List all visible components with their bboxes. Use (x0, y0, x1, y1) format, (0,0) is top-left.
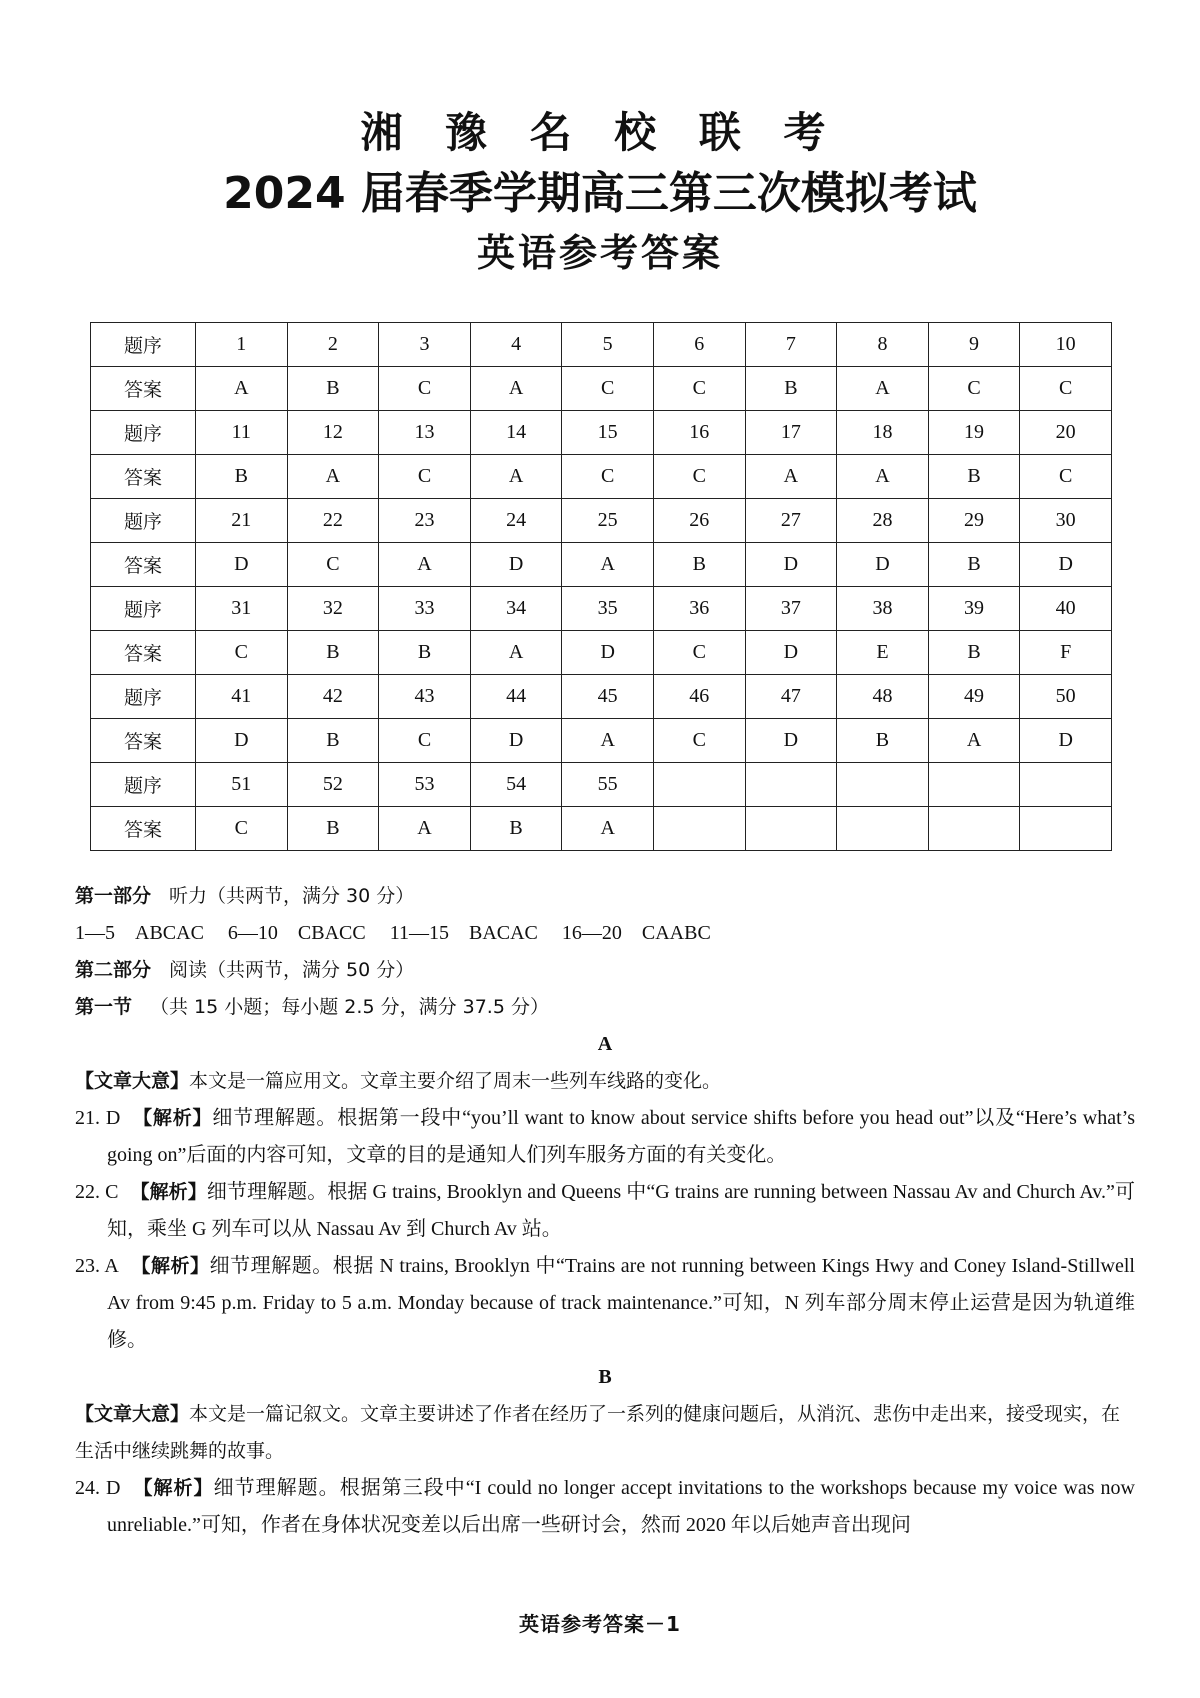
table-cell: 47 (745, 675, 837, 719)
table-cell: C (287, 543, 379, 587)
table-cell: D (837, 543, 929, 587)
table-cell: C (562, 455, 654, 499)
table-cell: 22 (287, 499, 379, 543)
table-cell: B (287, 631, 379, 675)
explanation-body (75, 878, 1135, 1544)
table-cell: D (470, 719, 562, 763)
table-row (91, 675, 1112, 719)
table-cell: 7 (745, 323, 837, 367)
table-cell: 27 (745, 499, 837, 543)
table-cell: 14 (470, 411, 562, 455)
table-cell: A (928, 719, 1020, 763)
table-cell: 2 (287, 323, 379, 367)
part2-heading: 第二部分 阅读（共两节，满分 50 分） (75, 959, 415, 981)
subject-title: 英语参考答案 (476, 231, 723, 275)
row-label: 答案 (91, 543, 196, 587)
table-cell: 25 (562, 499, 654, 543)
table-cell: 33 (379, 587, 471, 631)
row-label: 答案 (91, 367, 196, 411)
table-cell: 55 (562, 763, 654, 807)
row-label: 题序 (91, 675, 196, 719)
table-cell: 29 (928, 499, 1020, 543)
table-cell: B (196, 455, 288, 499)
table-cell: A (562, 807, 654, 851)
table-cell: B (745, 367, 837, 411)
exam-name-title: 2024 届春季学期高三第三次模拟考试 (223, 168, 977, 219)
table-cell: A (837, 455, 929, 499)
table-cell: D (745, 543, 837, 587)
table-cell: 48 (837, 675, 929, 719)
table-cell: 44 (470, 675, 562, 719)
passage-b-letter: B (598, 1366, 612, 1388)
table-cell: 30 (1020, 499, 1112, 543)
row-label: 题序 (91, 323, 196, 367)
table-cell: 39 (928, 587, 1020, 631)
table-cell: D (196, 719, 288, 763)
table-cell: 40 (1020, 587, 1112, 631)
table-cell: 41 (196, 675, 288, 719)
table-cell: A (562, 719, 654, 763)
table-cell: 20 (1020, 411, 1112, 455)
row-label: 答案 (91, 455, 196, 499)
table-cell: A (287, 455, 379, 499)
table-cell: C (653, 631, 745, 675)
table-row (91, 367, 1112, 411)
table-cell: A (745, 455, 837, 499)
table-cell: A (837, 367, 929, 411)
table-cell: 18 (837, 411, 929, 455)
table-cell: B (379, 631, 471, 675)
answer-table (90, 322, 1112, 851)
table-cell: 35 (562, 587, 654, 631)
table-row (91, 455, 1112, 499)
table-cell: B (653, 543, 745, 587)
table-cell: 1 (196, 323, 288, 367)
table-cell: 23 (379, 499, 471, 543)
table-cell: 17 (745, 411, 837, 455)
table-cell: 11 (196, 411, 288, 455)
table-cell: 54 (470, 763, 562, 807)
table-cell: 5 (562, 323, 654, 367)
table-cell: D (1020, 543, 1112, 587)
table-cell: C (928, 367, 1020, 411)
table-cell: 49 (928, 675, 1020, 719)
table-row (91, 631, 1112, 675)
row-label: 答案 (91, 631, 196, 675)
table-cell: C (1020, 367, 1112, 411)
table-cell: B (837, 719, 929, 763)
row-label: 题序 (91, 587, 196, 631)
table-cell: C (653, 719, 745, 763)
table-cell: B (928, 543, 1020, 587)
page-footer: 英语参考答案－1 (519, 1612, 681, 1636)
table-cell: 34 (470, 587, 562, 631)
table-cell: 32 (287, 587, 379, 631)
table-cell: 9 (928, 323, 1020, 367)
table-cell: 36 (653, 587, 745, 631)
table-cell: 37 (745, 587, 837, 631)
table-cell: 13 (379, 411, 471, 455)
passage-a-summary: 【文章大意】本文是一篇应用文。文章主要介绍了周末一些列车线路的变化。 (75, 1070, 722, 1092)
part1-heading: 第一部分 听力（共两节，满分 30 分） (75, 885, 415, 907)
table-row (91, 411, 1112, 455)
table-cell (837, 763, 929, 807)
row-label: 题序 (91, 499, 196, 543)
table-cell: 52 (287, 763, 379, 807)
passage-a-letter: A (597, 1033, 613, 1055)
table-cell: C (379, 455, 471, 499)
row-label: 答案 (91, 807, 196, 851)
table-cell: 12 (287, 411, 379, 455)
table-cell: A (470, 631, 562, 675)
table-cell: 45 (562, 675, 654, 719)
answer-item: 21. D 【解析】细节理解题。根据第一段中“you’ll want to know about service shifts before you head out”以及“Here’s what’s going on”后面的内容可知，文章的目的是通知人们列车服务方面的有关变化。 (75, 1107, 1135, 1166)
table-row (91, 763, 1112, 807)
table-cell: B (928, 631, 1020, 675)
table-cell: 24 (470, 499, 562, 543)
table-cell: C (1020, 455, 1112, 499)
table-cell (1020, 807, 1112, 851)
table-cell: 31 (196, 587, 288, 631)
table-cell: F (1020, 631, 1112, 675)
table-cell: C (653, 367, 745, 411)
answer-item: 23. A 【解析】细节理解题。根据 N trains, Brooklyn 中“Trains are not running between Kings Hwy and Coney Island-Stillwell Av from 9:45 p.m. Friday to 5 a.m. Monday because of track maintenance.”可知，N 列车部分周末停止运营是因为轨道维修。 (75, 1255, 1135, 1351)
table-cell: B (470, 807, 562, 851)
table-cell: 4 (470, 323, 562, 367)
table-row (91, 323, 1112, 367)
table-cell (837, 807, 929, 851)
table-cell (653, 763, 745, 807)
table-cell: 19 (928, 411, 1020, 455)
table-cell: 16 (653, 411, 745, 455)
table-cell: C (562, 367, 654, 411)
table-cell (745, 763, 837, 807)
table-row (91, 543, 1112, 587)
title-block (0, 105, 1200, 281)
table-cell: D (562, 631, 654, 675)
table-cell: 6 (653, 323, 745, 367)
table-cell: 8 (837, 323, 929, 367)
table-cell: D (196, 543, 288, 587)
table-cell: B (287, 367, 379, 411)
listening-answers: 1—5 ABCAC 6—10 CBACC 11—15 BACAC 16—20 CAABC (75, 922, 711, 944)
answer-item: 24. D 【解析】细节理解题。根据第三段中“I could no longer accept invitations to the workshops because my voice was now unreliable.”可知，作者在身体状况变差以后出席一些研讨会，然而 2020 年以后她声音出现问 (75, 1477, 1135, 1536)
row-label: 题序 (91, 411, 196, 455)
answer-item: 22. C 【解析】细节理解题。根据 G trains, Brooklyn and Queens 中“G trains are running between Nassau Av and Church Av.”可知，乘坐 G 列车可以从 Nassau Av 到 Church Av 站。 (75, 1181, 1135, 1240)
table-cell: 10 (1020, 323, 1112, 367)
table-row (91, 587, 1112, 631)
table-cell: D (745, 719, 837, 763)
table-row (91, 499, 1112, 543)
table-cell: B (928, 455, 1020, 499)
table-cell: 3 (379, 323, 471, 367)
table-row (91, 807, 1112, 851)
passage-b-summary: 【文章大意】本文是一篇记叙文。文章主要讲述了作者在经历了一系列的健康问题后，从消沉、悲伤中走出来，接受现实，在生活中继续跳舞的故事。 (75, 1403, 1121, 1462)
table-cell: 28 (837, 499, 929, 543)
table-cell (928, 807, 1020, 851)
table-row (91, 719, 1112, 763)
table-cell (745, 807, 837, 851)
table-cell: A (379, 807, 471, 851)
table-cell (928, 763, 1020, 807)
table-cell: 53 (379, 763, 471, 807)
table-cell: C (379, 719, 471, 763)
table-cell: 21 (196, 499, 288, 543)
table-cell (653, 807, 745, 851)
table-cell: A (470, 455, 562, 499)
table-cell: 15 (562, 411, 654, 455)
section1-heading: 第一节 （共 15 小题；每小题 2.5 分，满分 37.5 分） (75, 996, 549, 1018)
table-cell: 38 (837, 587, 929, 631)
table-cell: C (196, 807, 288, 851)
table-cell: 26 (653, 499, 745, 543)
table-cell: 43 (379, 675, 471, 719)
table-cell: E (837, 631, 929, 675)
table-cell: A (562, 543, 654, 587)
table-cell: C (196, 631, 288, 675)
row-label: 题序 (91, 763, 196, 807)
table-cell: 46 (653, 675, 745, 719)
table-cell: 50 (1020, 675, 1112, 719)
table-cell: A (470, 367, 562, 411)
table-cell: D (470, 543, 562, 587)
table-cell (1020, 763, 1112, 807)
table-cell: 51 (196, 763, 288, 807)
table-cell: C (653, 455, 745, 499)
table-cell: B (287, 807, 379, 851)
table-cell: C (379, 367, 471, 411)
table-cell: 42 (287, 675, 379, 719)
table-cell: A (379, 543, 471, 587)
table-cell: A (196, 367, 288, 411)
table-cell: D (745, 631, 837, 675)
exam-union-title: 湘 豫 名 校 联 考 (360, 108, 840, 157)
table-cell: B (287, 719, 379, 763)
row-label: 答案 (91, 719, 196, 763)
table-cell: D (1020, 719, 1112, 763)
